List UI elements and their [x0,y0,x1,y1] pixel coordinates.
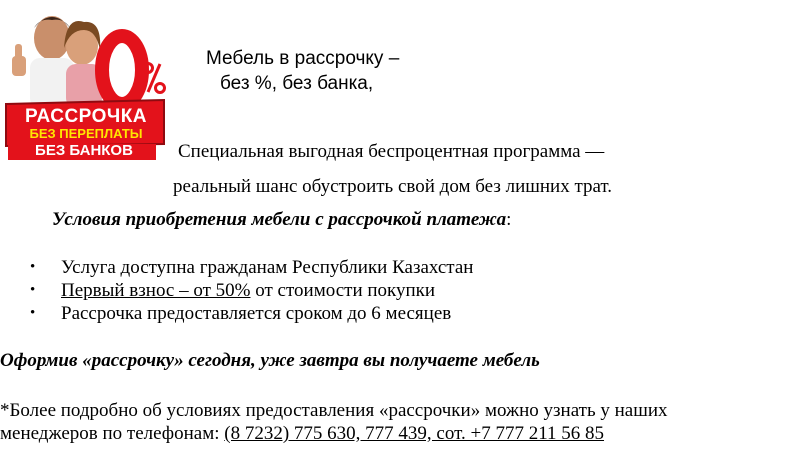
list-item [0,302,473,325]
list-item-text: Рассрочка предоставляется сроком до 6 месяцев [61,303,452,324]
call-to-action: Оформив «рассрочку» сегодня, уже завтра вы получаете мебель [0,350,540,371]
bullet: • [30,282,36,298]
list-item-text: Услуга доступна гражданам Республики Казахстан [61,257,474,278]
conditions-heading-colon: : [506,209,512,230]
headline-line-1: Мебель в рассрочку – [206,48,400,69]
bullet: • [30,259,36,275]
promo-line1: РАССРОЧКА [24,106,148,127]
intro-line-2: реальный шанс обустроить свой дом без лишних трат. [173,176,613,197]
list-item [0,279,473,302]
contact-note-prefix: менеджеров по телефонам: [0,423,225,444]
promo-line2: БЕЗ ПЕРЕПЛАТЫ [29,126,143,141]
list-item-text: от стоимости покупки [250,280,436,301]
intro-line-1: Специальная выгодная беспроцентная программа — [178,141,605,162]
headline-line-2: без %, без банка, [220,73,374,94]
contact-note-line-2 [0,422,668,445]
headline [206,46,506,96]
contact-note-line-1: *Более подробно об условиях предоставления «рассрочки» можно узнать у наших [0,400,668,421]
conditions-heading-text: Условия приобретения мебели с рассрочкой платежа [52,209,507,230]
list-item [0,256,473,279]
contact-note [0,399,668,445]
promo-line3: БЕЗ БАНКОВ [35,142,133,159]
conditions-heading [52,209,511,231]
couple-photo [12,16,102,108]
zero-percent-graphic [102,36,165,104]
phone-numbers-link[interactable]: (8 7232) 775 630, 777 439, сот. +7 777 211 56 85 [224,423,605,444]
conditions-list [0,256,473,325]
down-payment-link[interactable]: Первый взнос – от 50% [61,280,251,301]
promo-badge [4,8,168,160]
bullet: • [30,305,36,321]
